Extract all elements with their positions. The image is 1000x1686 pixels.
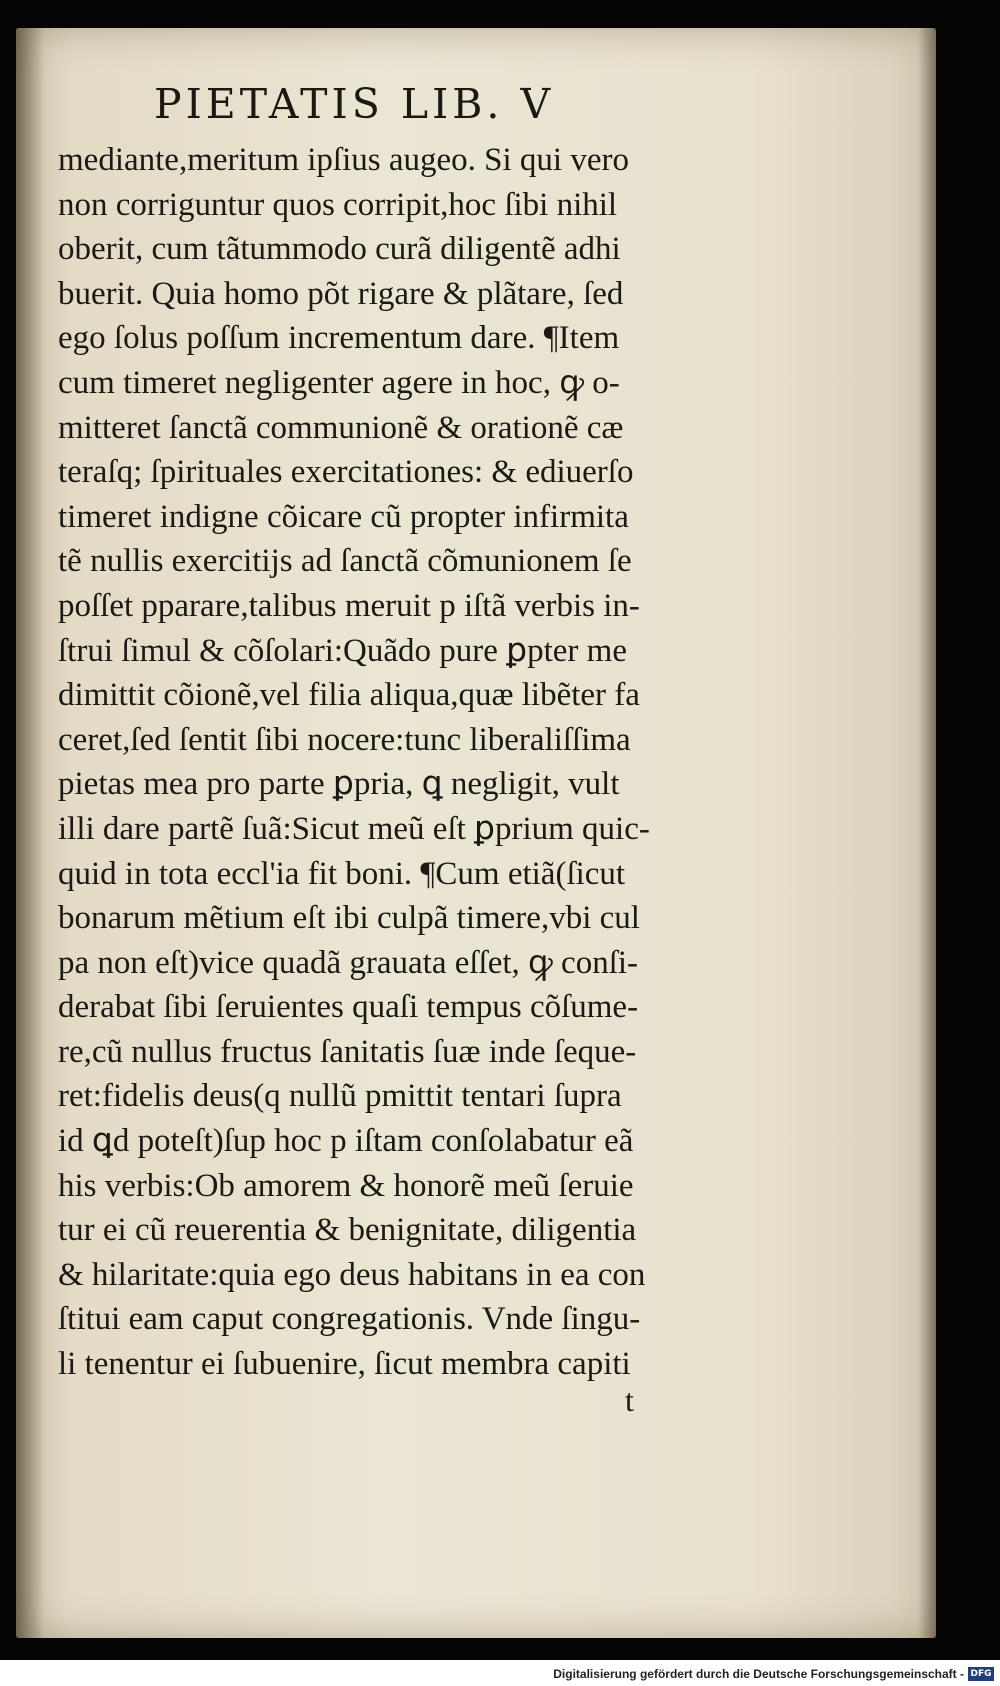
- page-edge-shadow: [918, 28, 936, 1638]
- footer-strip: [0, 1660, 1000, 1686]
- text-line: illi dare partẽ ſuã:Sicut meũ eſt ꝑprium quic-: [58, 810, 650, 847]
- spine-shadow: [16, 28, 44, 1638]
- dfg-logo-icon: DFG: [968, 1667, 994, 1681]
- text-line: oberit, cum tãtummodo curã diligentẽ adhi: [58, 231, 621, 268]
- text-line: tur ei cũ reuerentia & benignitate, diligentia: [58, 1212, 637, 1249]
- signature-mark: t: [625, 1382, 634, 1418]
- text-line: dimittit cõionẽ,vel filia aliqua,quæ libẽter fa: [58, 677, 640, 714]
- text-line: & hilaritate:quia ego deus habitans in ea con: [58, 1256, 646, 1293]
- text-line: ret:fidelis deus(q nullũ pmittit tentari ſupra: [58, 1078, 622, 1115]
- text-line: cum timeret negligenter agere in hoc, ꝙ o-: [58, 364, 620, 401]
- text-line: buerit. Quia homo põt rigare & plãtare, ſed: [58, 275, 624, 312]
- text-line: mediante,meritum ipſius augeo. Si qui vero: [58, 142, 629, 178]
- text-line: mitteret ſanctã communionẽ & orationẽ cæ: [58, 409, 624, 446]
- text-line: pa non eſt)vice quadã grauata eſſet, ꝙ conſi-: [58, 944, 639, 981]
- text-line: bonarum mẽtium eſt ibi culpã timere,vbi cul: [58, 900, 640, 937]
- text-line: id ꝗd poteſt)ſup hoc p iſtam conſolabatur eã: [58, 1123, 634, 1160]
- running-head: PIETATIS LIB. V: [154, 80, 555, 128]
- text-line: li tenentur ei ſubuenire, ſicut membra capiti: [58, 1346, 631, 1383]
- text-line: derabat ſibi ſeruientes quaſi tempus cõſume-: [58, 989, 639, 1026]
- text-line: pietas mea pro parte ꝑpria, ꝗ negligit, vult: [58, 766, 620, 803]
- text-line: re,cũ nullus fructus ſanitatis ſuæ inde ſeque-: [58, 1033, 637, 1070]
- text-line: ſtitui eam caput congregationis. Vnde ſingu-: [58, 1301, 641, 1338]
- text-line: quid in tota eccl'ia fit boni. ¶Cum etiã(ſicut: [58, 855, 626, 892]
- body-text: [58, 138, 758, 1387]
- text-line: non corriguntur quos corripit,hoc ſibi nihil: [58, 186, 618, 223]
- text-line: poſſet pparare,talibus meruit p iſtã verbis in-: [58, 587, 640, 624]
- text-line: teraſq; ſpirituales exercitationes: & ediuerſo: [58, 454, 634, 491]
- text-line: his verbis:Ob amorem & honorẽ meũ ſeruie: [58, 1167, 634, 1204]
- digitization-credit: Digitalisierung gefördert durch die Deutsche Forschungsgemeinschaft -: [553, 1667, 964, 1681]
- text-line: ſtrui ſimul & cõſolari:Quãdo pure ꝑpter me: [58, 632, 627, 669]
- text-line: timeret indigne cõicare cũ propter infirmita: [58, 498, 629, 535]
- text-line: tẽ nullis exercitijs ad ſanctã cõmunionem ſe: [58, 543, 632, 580]
- text-line: ceret,ſed ſentit ſibi nocere:tunc liberaliſſima: [58, 721, 631, 758]
- text-line: ego ſolus poſſum incrementum dare. ¶Item: [58, 320, 620, 357]
